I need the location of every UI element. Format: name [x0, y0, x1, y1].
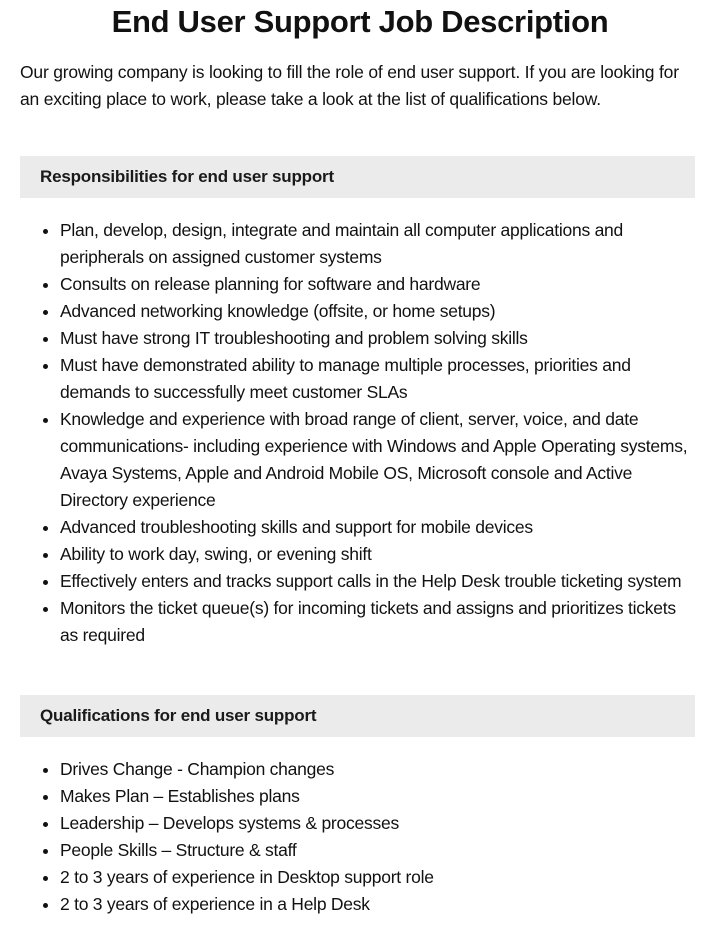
responsibilities-list	[20, 217, 695, 649]
intro-paragraph: Our growing company is looking to fill the role of end user support. If you are looking for an exciting place to work, please take a look at the list of qualifications below.	[20, 62, 679, 109]
qualifications-list	[20, 756, 695, 918]
list-item: • People Skills – Structure & staff	[60, 837, 695, 864]
list-item: • Plan, develop, design, integrate and maintain all computer applications and peripherals on assigned customer systems	[60, 217, 695, 271]
list-item: • Consults on release planning for software and hardware	[60, 271, 695, 298]
list-item: • 2 to 3 years of experience in a Help Desk	[60, 891, 695, 918]
list-item: • Must have strong IT troubleshooting and problem solving skills	[60, 325, 695, 352]
page-title: End User Support Job Description	[111, 4, 609, 39]
qualifications-heading: Qualifications for end user support	[20, 695, 695, 737]
list-item: • Advanced troubleshooting skills and support for mobile devices	[60, 514, 695, 541]
list-item: • Effectively enters and tracks support calls in the Help Desk trouble ticketing system	[60, 568, 695, 595]
list-item: • Must have demonstrated ability to manage multiple processes, priorities and demands to successfully meet customer SLAs	[60, 352, 695, 406]
responsibilities-heading: Responsibilities for end user support	[20, 156, 695, 198]
list-item: • 2 to 3 years of experience in Desktop support role	[60, 864, 695, 891]
list-item: • Drives Change - Champion changes	[60, 756, 695, 783]
list-item: • Ability to work day, swing, or evening shift	[60, 541, 695, 568]
list-item: • Monitors the ticket queue(s) for incoming tickets and assigns and prioritizes tickets as required	[60, 595, 695, 649]
list-item: • Makes Plan – Establishes plans	[60, 783, 695, 810]
list-item: • Leadership – Develops systems & processes	[60, 810, 695, 837]
list-item: • Advanced networking knowledge (offsite, or home setups)	[60, 298, 695, 325]
list-item: • Knowledge and experience with broad range of client, server, voice, and date communications- including experience with Windows and Apple Operating systems, Avaya Systems, Apple and Android Mobile OS, Microsoft console and Active Directory experience	[60, 406, 695, 514]
